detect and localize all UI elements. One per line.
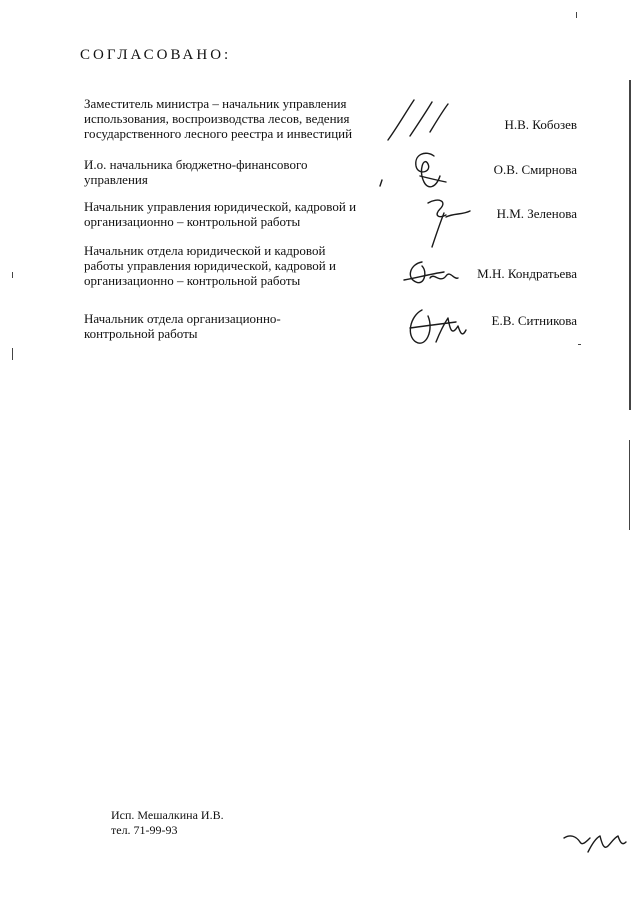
scan-edge-mark (12, 272, 13, 278)
scan-edge-mark (576, 12, 577, 18)
handwritten-initials (560, 828, 630, 864)
signature-4 (400, 258, 460, 292)
scan-edge-mark (629, 440, 630, 530)
approver-name-2: О.В. Смирнова (493, 162, 577, 177)
signature-3 (418, 193, 478, 251)
approver-position-5: Начальник отдела организационно- контрольной работы (84, 311, 281, 341)
scan-edge-mark (578, 344, 581, 345)
approval-heading: СОГЛАСОВАНО: (80, 47, 232, 63)
approver-name-1: Н.В. Кобозев (504, 117, 577, 132)
signature-5 (400, 302, 480, 354)
approver-name-4: М.Н. Кондратьева (477, 266, 577, 281)
approver-position-3: Начальник управления юридической, кадровой и организационно – контрольной работы (84, 199, 357, 229)
scan-edge-mark (629, 80, 631, 410)
signature-2 (376, 146, 456, 196)
approver-position-2: И.о. начальника бюджетно-финансового управления (84, 157, 308, 187)
executor-name: Исп. Мешалкина И.В. (111, 808, 224, 822)
approver-name-3: Н.М. Зеленова (496, 206, 577, 221)
approver-position-1: Заместитель министра – начальник управления использования, воспроизводства лесов, ведения государственного лесного реестра и инвестиций (84, 96, 353, 141)
scan-edge-mark (12, 348, 13, 360)
signature-1 (380, 96, 460, 146)
executor-phone: тел. 71-99-93 (111, 823, 178, 837)
approver-position-4: Начальник отдела юридической и кадровой работы управления юридической, кадровой и организационно – контрольной работы (84, 243, 336, 288)
approver-name-5: Е.В. Ситникова (491, 313, 577, 328)
